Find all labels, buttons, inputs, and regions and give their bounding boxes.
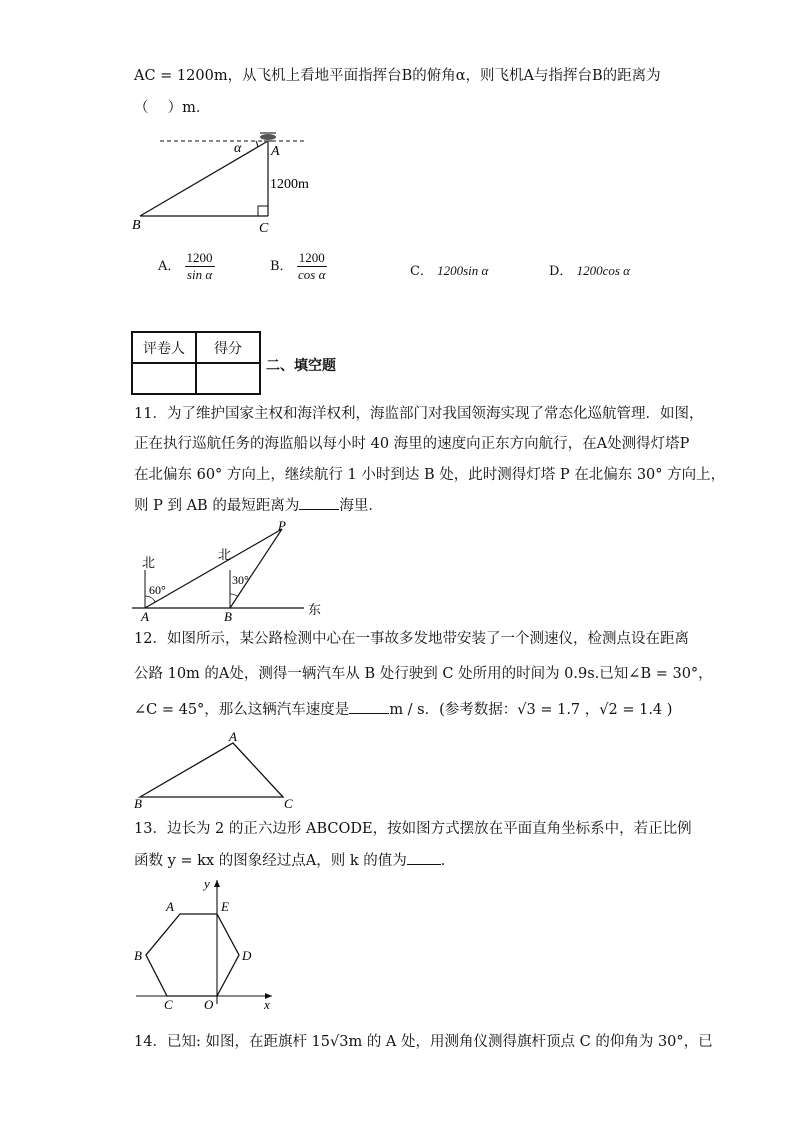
option-c-letter: C． <box>410 264 433 279</box>
alpha-label: α <box>234 141 242 156</box>
alpha-arc <box>256 141 258 147</box>
point-a-label: A <box>141 609 149 623</box>
point-a-label: A <box>271 144 280 159</box>
q13-line-2-suffix: ． <box>440 853 456 869</box>
origin-label: O <box>204 997 214 1012</box>
section-title: 二、填空题 <box>266 358 336 374</box>
segment-bp <box>230 529 282 608</box>
option-a-numerator: 1200 <box>186 250 213 265</box>
option-b-fraction <box>297 250 327 283</box>
point-a-label: A <box>166 899 174 914</box>
point-b-label: B <box>132 218 141 233</box>
score-table-grader-header: 评卷人 <box>132 332 196 363</box>
q13-line-2-text: 函数 y = kx 的图象经过点A，则 k 的值为 <box>134 853 407 869</box>
point-c-label: C <box>259 221 269 236</box>
right-angle-mark <box>258 206 268 216</box>
option-b-denominator: cos α <box>298 267 326 282</box>
option-b-letter: B． <box>270 259 293 274</box>
score-table-score-cell[interactable] <box>196 363 260 394</box>
airplane-icon <box>260 133 276 141</box>
score-table-grader-cell[interactable] <box>132 363 196 394</box>
point-b-label: B <box>134 796 142 810</box>
q11-answer-blank[interactable] <box>299 509 339 510</box>
angle-30-arc <box>230 594 238 596</box>
option-b-numerator: 1200 <box>298 250 325 265</box>
point-d-label: D <box>242 948 252 963</box>
option-c-text: 1200sin α <box>437 263 489 278</box>
option-d-text: 1200cos α <box>576 263 630 278</box>
q11-line-4 <box>134 496 383 516</box>
hexagon-abcode <box>146 914 239 996</box>
segment-ab <box>140 141 268 216</box>
q11-line-3: 在北偏东 60° 方向上，继续航行 1 小时到达 B 处，此时测得灯塔 P 在北偏东 30° 方向上， <box>134 467 726 483</box>
north-label-2: 北 <box>218 547 232 562</box>
point-c-label: C <box>164 997 173 1012</box>
q10-line-2: （ ）m． <box>134 100 211 116</box>
option-d-letter: D． <box>549 264 573 279</box>
q12-answer-blank[interactable] <box>349 713 389 714</box>
y-axis-arrow-icon <box>214 880 220 887</box>
score-table-score-header: 得分 <box>196 332 260 363</box>
score-table <box>131 331 261 395</box>
q13-answer-blank[interactable] <box>407 864 441 865</box>
q10-line-1: AC = 1200m，从飞机上看地平面指挥台B的俯角α，则飞机A与指挥台B的距离为 <box>134 68 661 84</box>
point-a-label: A <box>229 729 237 744</box>
q12-line-3 <box>134 700 672 720</box>
q10-figure <box>120 125 320 240</box>
q11-figure <box>128 518 328 623</box>
option-a-fraction <box>185 250 215 283</box>
option-c <box>410 260 488 279</box>
q12-line-1: 12．如图所示，某公路检测中心在一事故多发地带安装了一个测速仪，检测点设在距离 <box>134 631 689 647</box>
triangle-abc <box>140 743 283 797</box>
y-axis-label: y <box>204 876 210 891</box>
option-a-denominator: sin α <box>186 267 213 282</box>
q13-line-2 <box>134 851 455 871</box>
angle-60-label: 60° <box>149 583 166 597</box>
q12-figure <box>128 728 308 810</box>
point-b-label: B <box>134 948 142 963</box>
q12-line-3-suffix: m / s．(参考数据：√3 = 1.7 ，√2 = 1.4 ) <box>389 702 673 718</box>
option-b <box>270 250 327 283</box>
length-label: 1200m <box>270 177 309 192</box>
q12-line-3-text: ∠C = 45°，那么这辆汽车速度是 <box>134 702 350 718</box>
angle-30-label: 30° <box>232 573 249 587</box>
east-label: 东 <box>308 602 322 617</box>
q13-figure <box>128 872 288 1012</box>
point-c-label: C <box>284 796 293 810</box>
q13-line-1: 13．边长为 2 的正六边形 ABCODE，按如图方式摆放在平面直角坐标系中，若正比例 <box>134 821 692 837</box>
q14-line-1: 14．已知: 如图，在距旗杆 15√3m 的 A 处，用测角仪测得旗杆顶点 C 的仰角为 30°，已 <box>134 1034 713 1050</box>
option-d <box>549 260 630 279</box>
point-b-label: B <box>224 609 232 623</box>
point-p-label: P <box>278 518 286 533</box>
q12-line-2: 公路 10m 的A处，测得一辆汽车从 B 处行驶到 C 处所用的时间为 0.9s.已知∠B = 30°， <box>134 666 713 682</box>
option-a <box>158 250 215 283</box>
point-e-label: E <box>221 899 229 914</box>
x-axis-label: x <box>264 997 270 1012</box>
q11-line-4-suffix: 海里． <box>339 498 383 514</box>
q11-line-2: 正在执行巡航任务的海监船以每小时 40 海里的速度向正东方向航行，在A处测得灯塔P <box>134 436 690 452</box>
north-label-1: 北 <box>142 555 156 570</box>
q11-line-4-text: 则 P 到 AB 的最短距离为 <box>134 498 300 514</box>
option-a-letter: A． <box>158 259 181 274</box>
q11-line-1: 11．为了维护国家主权和海洋权利，海监部门对我国领海实现了常态化巡航管理．如图， <box>134 406 704 422</box>
